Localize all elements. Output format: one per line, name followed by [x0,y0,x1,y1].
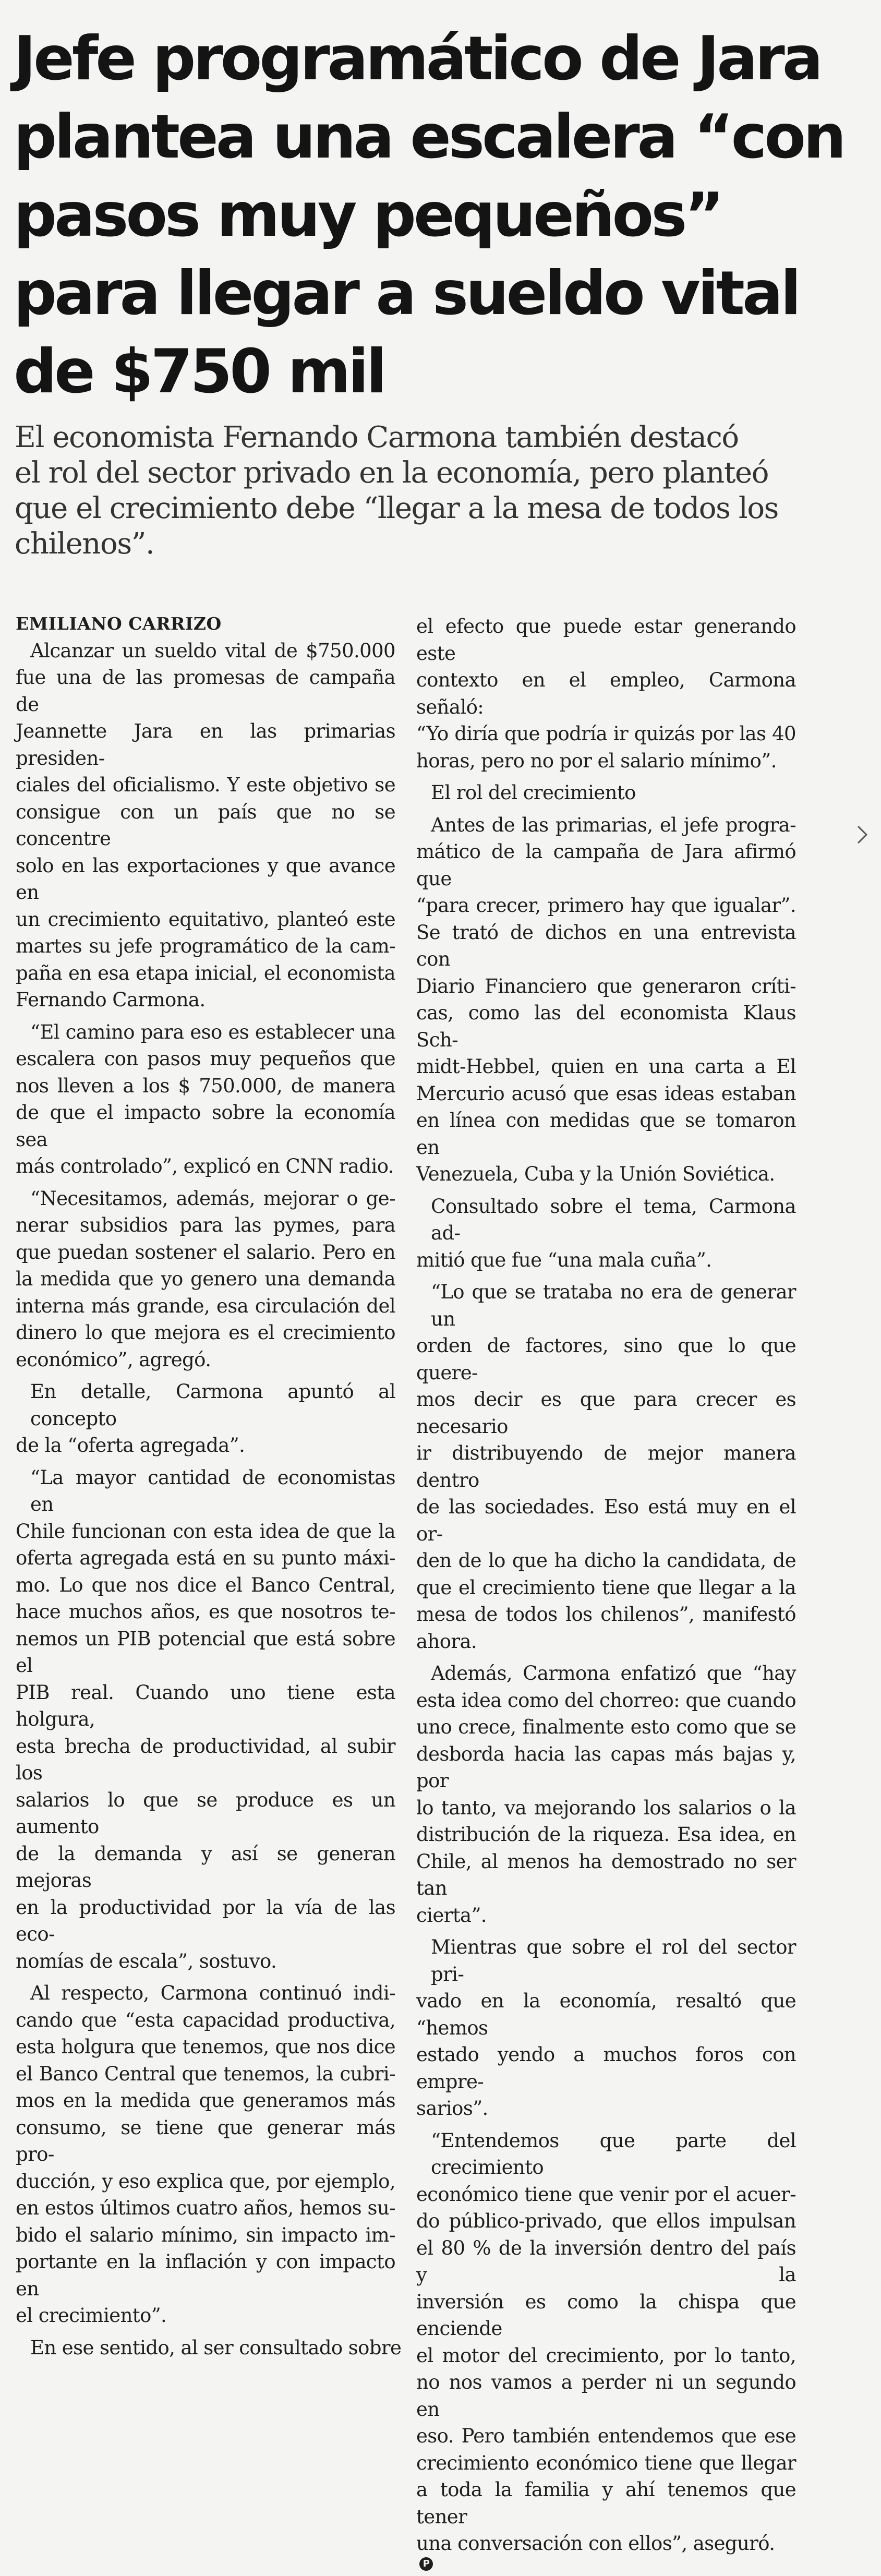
text-line: Chile, al menos ha demostrado no ser tan [416,1850,796,1899]
text-line: PIB real. Cuando uno tiene esta holgura, [16,1681,395,1730]
text-line: Jeannette Jara en las primarias presiden- [16,720,395,769]
text-line: consigue con un país que no se concentre [16,800,395,850]
paragraph [16,2334,402,2362]
text-line: Se trató de dichos en una entrevista con [416,921,796,970]
text-line: nos lleven a los $ 750.000, de manera [16,1074,395,1097]
text-line: cando que “esta capacidad productiva, [16,2008,395,2031]
text-line: solo en las exportaciones y que avance en [16,854,395,904]
text-line: salarios lo que se produce es un aumento [16,1788,395,1838]
text-line: de la demanda y así se generan mejoras [16,1842,395,1892]
text-line: En ese sentido, al ser consultado sobre [30,2336,402,2359]
paragraph [16,1019,395,1180]
text-line: mos en la medida que generamos más [16,2089,395,2112]
text-line: “Entendemos que parte del crecimiento [431,2129,796,2178]
headline-line: de $750 mil [14,336,384,407]
text-line: de las sociedades. Eso está muy en el or- [416,1496,796,1545]
text-line: el crecimiento”. [16,2304,167,2327]
text-line: den de lo que ha dicho la candidata, de [416,1549,796,1572]
text-line: Mercurio acusó que esas ideas estaban [416,1082,796,1105]
text-line: económico”, agregó. [16,1348,211,1371]
text-line: ducción, y eso explica que, por ejemplo, [16,2170,395,2193]
paragraph [16,1378,395,1459]
deck-line: El economista Fernando Carmona también destacó [15,420,739,454]
paragraph [416,1660,796,1929]
paragraph [16,1464,395,1975]
text-line: esta brecha de productividad, al subir los [16,1735,395,1784]
right-paragraphs [416,812,796,2571]
headline-line: para llegar a sueldo vital [14,258,799,329]
text-line: Además, Carmona enfatizó que “hay [431,1662,796,1684]
text-line: el Banco Central que tenemos, la cubri- [16,2062,395,2085]
text-line: económico tiene que venir por el acuer- [416,2183,796,2206]
text-line: portante en la inflación y con impacto en [16,2250,395,2300]
headline-line: pasos muy pequeños” [14,180,722,250]
text-line: una conversación con ellos”, aseguró. P [416,2530,796,2571]
text-line: interna más grande, esa circulación del [16,1294,395,1317]
paragraph [416,2127,796,2571]
text-line: mo. Lo que nos dice el Banco Central, [16,1573,395,1596]
text-line: cierta”. [416,1904,487,1927]
text-line: contexto en el empleo, Carmona señaló: [416,669,796,718]
headline [14,20,844,411]
text-line: Alcanzar un sueldo vital de $750.000 [30,639,395,662]
end-mark-icon: P [419,2557,433,2571]
text-line: un crecimiento equitativo, planteó este [16,908,395,931]
text-line: cas, como las del economista Klaus Sch- [416,1002,796,1051]
text-line: en línea con medidas que se tomaron en [416,1109,796,1159]
text-line: ahora. [416,1630,477,1653]
text-line: “Yo diría que podría ir quizás por las 40 [416,723,796,745]
text-line: de la “oferta agregada”. [16,1434,245,1456]
text-line: estado yendo a muchos foros con empre- [416,2043,796,2093]
paragraph [16,637,395,1014]
byline: EMILIANO CARRIZO [16,613,222,634]
text-line: horas, pero no por el salario mínimo”. [416,749,777,772]
text-line: sarios”. [416,2097,488,2120]
article-column-right [416,613,796,2576]
text-line: midt-Hebbel, quien en una carta a El [416,1055,796,1078]
deck-line: el rol del sector privado en la economía, pero planteó [15,456,769,490]
text-line: en estos últimos cuatro años, hemos su- [16,2197,395,2219]
subhead: El rol del crecimiento [431,781,636,804]
text-line: dinero lo que mejora es el crecimiento [16,1321,395,1344]
text-line: escalera con pasos muy pequeños que [16,1048,395,1070]
text-line: paña en esa etapa inicial, el economista [16,961,395,984]
text-line: nemos un PIB potencial que está sobre el [16,1627,395,1677]
text-line: Consultado sobre el tema, Carmona ad- [431,1195,796,1244]
chevron-right-icon [856,824,868,845]
left-paragraphs [16,637,402,2362]
text-line: Fernando Carmona. [16,989,206,1011]
text-line: esta holgura que tenemos, que nos dice [16,2036,395,2058]
text-line: mesa de todos los chilenos”, manifestó [416,1603,796,1626]
text-line: el motor del crecimiento, por lo tanto, [416,2344,796,2367]
deck-line: chilenos”. [15,527,154,561]
deck [15,420,828,562]
text-line: eso. Pero también entendemos que ese [416,2425,796,2447]
text-line: Venezuela, Cuba y la Unión Soviética. [416,1163,775,1185]
headline-line: Jefe programático de Jara [14,23,821,94]
text-line: “La mayor cantidad de economistas en [30,1466,395,1515]
text-line: el 80 % de la inversión dentro del país y la [416,2236,796,2286]
text-line: ir distribuyendo de mejor manera dentro [416,1442,796,1491]
text-line: en la productividad por la vía de las eco- [16,1896,395,1945]
headline-line: plantea una escalera “con [14,102,844,172]
text-line: “para crecer, primero hay que igualar”. [416,894,796,917]
text-line: mitió que fue “una mala cuña”. [416,1248,712,1271]
text-line: que puedan sostener el salario. Pero en [16,1241,395,1263]
paragraph [416,613,796,774]
text-line: desborda hacia las capas más bajas y, por [416,1742,796,1792]
text-line: orden de factores, sino que lo que quere- [416,1334,796,1384]
next-page-button[interactable] [852,816,873,853]
text-line: nomías de escala”, sostuvo. [16,1949,277,1972]
text-line: “El camino para eso es establecer una [30,1020,395,1043]
text-line: “Lo que se trataba no era de generar un [431,1281,796,1330]
text-line: esta idea como del chorreo: que cuando [416,1689,796,1712]
text-line: más controlado”, explicó en CNN radio. [16,1155,394,1177]
text-line: no nos vamos a perder ni un segundo en [416,2371,796,2421]
text-line: Antes de las primarias, el jefe progra- [431,813,796,836]
text-line: el efecto que puede estar generando este [416,615,796,665]
paragraph [416,1934,796,2122]
article-column-left [16,610,402,2366]
deck-line: que el crecimiento debe “llegar a la mesa de todos los [15,491,778,525]
text-line: de que el impacto sobre la economía sea [16,1101,395,1151]
text-line: martes su jefe programático de la cam- [16,935,395,957]
paragraph [16,1980,395,2329]
text-line: Diario Financiero que generaron críti- [416,974,796,997]
text-line: vado en la economía, resaltó que “hemos [416,1990,796,2039]
text-line: bido el salario mínimo, sin impacto im- [16,2223,395,2246]
text-line: mos decir es que para crecer es necesario [416,1388,796,1438]
text-line: inversión es como la chispa que enciende [416,2290,796,2340]
text-line: consumo, se tiene que generar más pro- [16,2116,395,2165]
paragraph [16,1185,395,1374]
text-line: fue una de las promesas de campaña de [16,666,395,716]
text-line: distribución de la riqueza. Esa idea, en [416,1823,796,1846]
text-line: nerar subsidios para las pymes, para [16,1214,395,1236]
text-line: hace muchos años, es que nosotros te- [16,1600,395,1623]
text-line: a toda la familia y ahí tenemos que tener [416,2478,796,2528]
text-line: oferta agregada está en su punto máxi- [16,1547,395,1569]
text-line: Al respecto, Carmona continuó indi- [30,1982,395,2004]
paragraph [416,1279,796,1655]
text-line: do público-privado, que ellos impulsan [416,2210,796,2232]
paragraph [416,1193,796,1274]
text-line: que el crecimiento tiene que llegar a la [416,1576,796,1599]
paragraph [416,812,796,1188]
text-line: uno crece, finalmente esto como que se [416,1716,796,1738]
text-line: lo tanto, va mejorando los salarios o la [416,1796,796,1819]
text-line: ciales del oficialismo. Y este objetivo se [16,774,395,796]
text-line: Chile funcionan con esta idea de que la [16,1520,395,1543]
text-line: la medida que yo genero una demanda [16,1268,395,1290]
text-line: “Necesitamos, además, mejorar o ge- [30,1187,395,1210]
text-line: En detalle, Carmona apuntó al concepto [30,1380,395,1430]
text-line: mático de la campaña de Jara afirmó que [416,840,796,890]
text-line: crecimiento económico tiene que llegar [416,2451,796,2474]
right-lead [416,613,796,774]
text-line: Mientras que sobre el rol del sector pri- [431,1936,796,1985]
